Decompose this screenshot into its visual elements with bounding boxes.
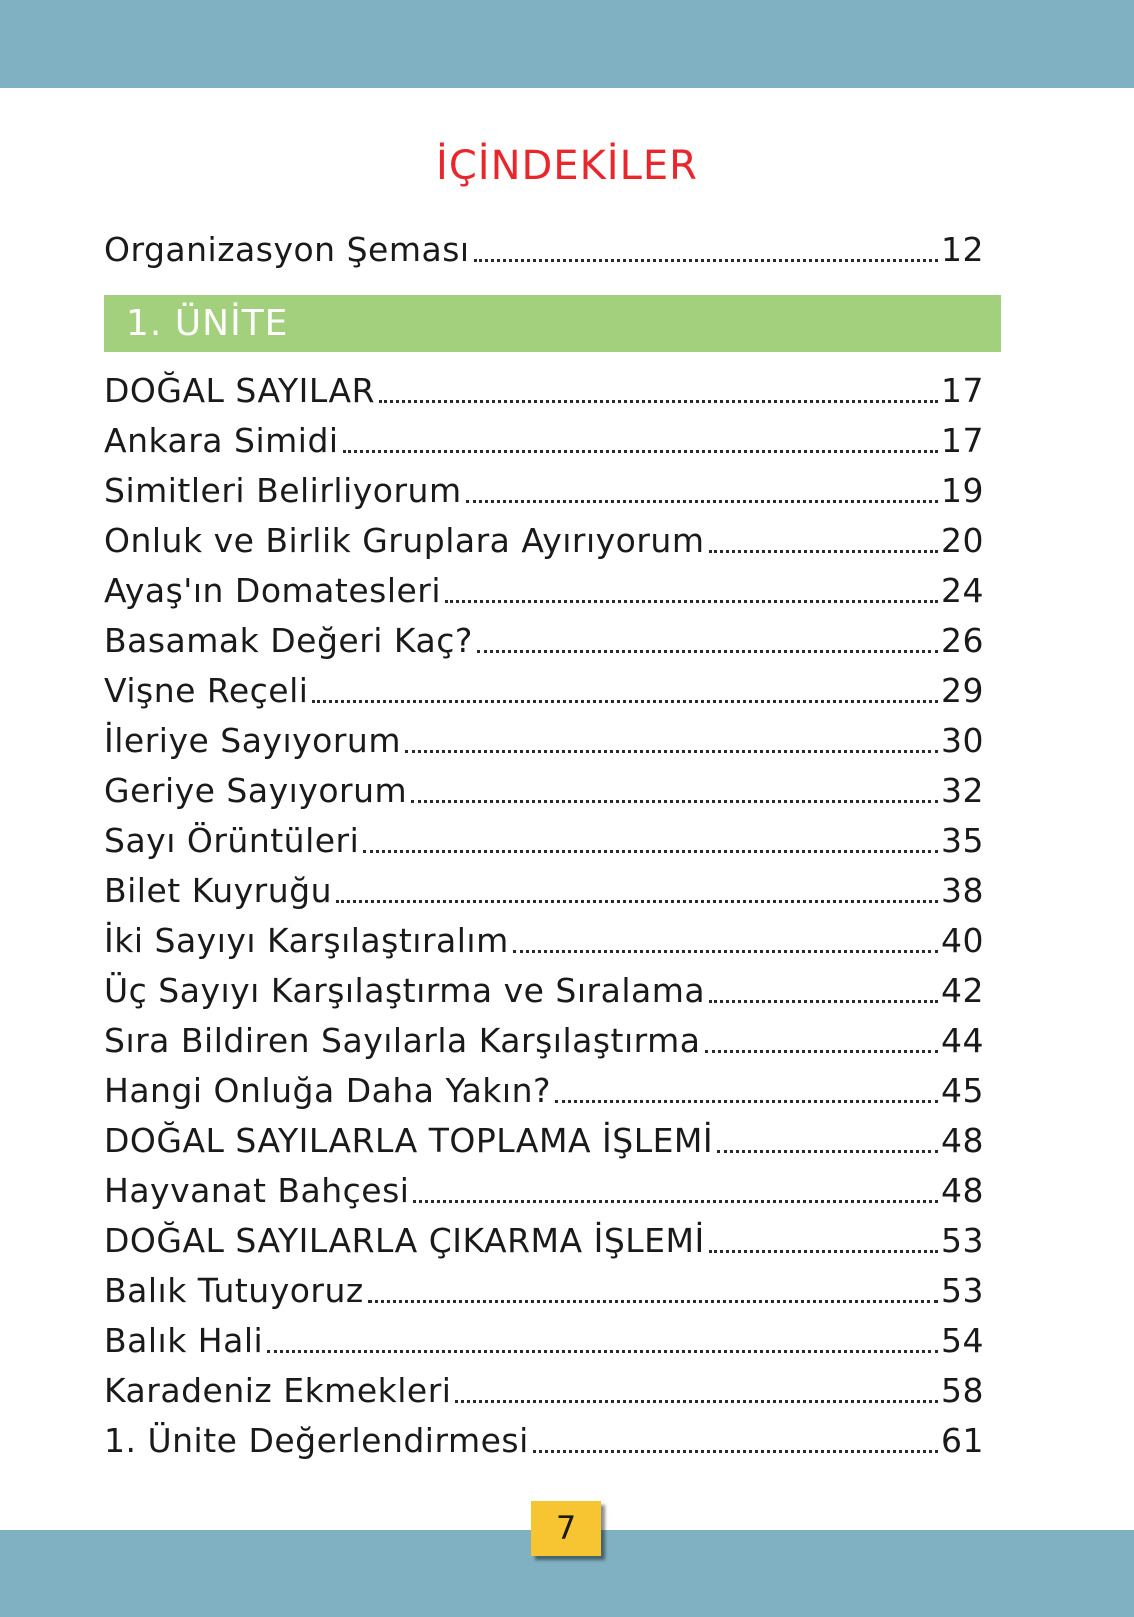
dot-leader <box>445 600 938 603</box>
toc-entry-label: Balık Tutuyoruz <box>104 1271 364 1310</box>
dot-leader <box>717 1150 938 1153</box>
toc-entry-label: 1. Ünite Değerlendirmesi <box>104 1421 529 1460</box>
toc-entry-label: Üç Sayıyı Karşılaştırma ve Sıralama <box>104 971 706 1010</box>
toc-entry-label: Balık Hali <box>104 1321 264 1360</box>
dot-leader <box>466 500 938 503</box>
dot-leader <box>405 750 938 753</box>
dot-leader <box>343 450 938 453</box>
dot-leader <box>709 1000 938 1003</box>
toc-entry-page: 61 <box>941 1421 984 1460</box>
toc-entry[interactable] <box>104 763 984 813</box>
page-number-badge: 7 <box>531 1501 601 1556</box>
dot-leader <box>413 1200 938 1203</box>
toc-entry[interactable] <box>104 413 984 463</box>
toc-entry-page: 58 <box>941 1371 984 1410</box>
dot-leader <box>368 1300 938 1303</box>
toc-entry[interactable] <box>104 1163 984 1213</box>
toc-entry-page: 12 <box>941 230 984 269</box>
toc-entry-label: Onluk ve Birlik Gruplara Ayırıyorum <box>104 521 705 560</box>
toc-entry[interactable] <box>104 1213 984 1263</box>
toc-entry-page: 45 <box>941 1071 984 1110</box>
toc-entry-page: 38 <box>941 871 984 910</box>
toc-entry-label: Sıra Bildiren Sayılarla Karşılaştırma <box>104 1021 701 1060</box>
toc-entry-label: Simitleri Belirliyorum <box>104 471 462 510</box>
toc-entry[interactable] <box>104 713 984 763</box>
toc-entry[interactable] <box>104 463 984 513</box>
toc-entry-label: Basamak Değeri Kaç? <box>104 621 473 660</box>
toc-entry-page: 20 <box>941 521 984 560</box>
toc-entry[interactable] <box>104 363 984 413</box>
toc-entry[interactable] <box>104 513 984 563</box>
toc-entry-page: 40 <box>941 921 984 960</box>
toc-entry[interactable] <box>104 963 984 1013</box>
toc-entry-page: 42 <box>941 971 984 1010</box>
dot-leader <box>709 1250 938 1253</box>
toc-entry-label: Ankara Simidi <box>104 421 339 460</box>
dot-leader <box>709 550 939 553</box>
top-band <box>0 0 1134 88</box>
toc-entry-page: 53 <box>941 1221 984 1260</box>
toc-entry-label: Vişne Reçeli <box>104 671 309 710</box>
toc-entry-label: Sayı Örüntüleri <box>104 821 360 860</box>
toc-entry-page: 32 <box>941 771 984 810</box>
dot-leader <box>411 800 938 803</box>
toc-entry[interactable] <box>104 1013 984 1063</box>
dot-leader <box>513 950 938 953</box>
dot-leader <box>363 850 938 853</box>
toc-entry-page: 26 <box>941 621 984 660</box>
toc-entry-label: Geriye Sayıyorum <box>104 771 408 810</box>
dot-leader <box>312 700 938 703</box>
unit-header <box>104 295 1001 352</box>
dot-leader <box>555 1100 938 1103</box>
toc-entry-page: 48 <box>941 1171 984 1210</box>
dot-leader <box>336 900 938 903</box>
toc-entry[interactable] <box>104 663 984 713</box>
toc-entry-intro[interactable] <box>104 222 984 272</box>
page-title: İÇİNDEKİLER <box>436 143 698 189</box>
toc-entry-page: 53 <box>941 1271 984 1310</box>
toc-entry-label: Organizasyon Şeması <box>104 230 470 269</box>
toc-entry[interactable] <box>104 1063 984 1113</box>
toc-entry[interactable] <box>104 1113 984 1163</box>
toc-entry[interactable] <box>104 863 984 913</box>
toc-entry-page: 54 <box>941 1321 984 1360</box>
toc-entry-page: 48 <box>941 1121 984 1160</box>
dot-leader <box>705 1050 939 1053</box>
dot-leader <box>267 1350 938 1353</box>
toc-entry-label: İki Sayıyı Karşılaştıralım <box>104 921 509 960</box>
toc-entry-label: DOĞAL SAYILARLA ÇIKARMA İŞLEMİ <box>104 1221 705 1260</box>
toc-entry-page: 17 <box>941 371 984 410</box>
toc-entry-page: 24 <box>941 571 984 610</box>
toc-entry-page: 29 <box>941 671 984 710</box>
unit-label: 1. ÜNİTE <box>126 303 289 344</box>
toc-entry[interactable] <box>104 1413 984 1463</box>
dot-leader <box>477 650 938 653</box>
toc-entry-label: DOĞAL SAYILAR <box>104 371 376 410</box>
toc-entry[interactable] <box>104 813 984 863</box>
toc-entry-label: İleriye Sayıyorum <box>104 721 401 760</box>
dot-leader <box>474 259 938 262</box>
toc-entry-page: 17 <box>941 421 984 460</box>
toc-entry-label: Bilet Kuyruğu <box>104 871 332 910</box>
toc-entry-label: Karadeniz Ekmekleri <box>104 1371 452 1410</box>
toc-entry[interactable] <box>104 563 984 613</box>
toc-entry-label: DOĞAL SAYILARLA TOPLAMA İŞLEMİ <box>104 1121 714 1160</box>
dot-leader <box>379 400 938 403</box>
toc-entry[interactable] <box>104 613 984 663</box>
toc-entry-label: Ayaş'ın Domatesleri <box>104 571 442 610</box>
toc-entry-page: 35 <box>941 821 984 860</box>
toc-entry[interactable] <box>104 1263 984 1313</box>
toc-entry-label: Hayvanat Bahçesi <box>104 1171 410 1210</box>
toc-entry[interactable] <box>104 913 984 963</box>
toc-entry-page: 44 <box>941 1021 984 1060</box>
dot-leader <box>533 1450 938 1453</box>
toc-entry-label: Hangi Onluğa Daha Yakın? <box>104 1071 551 1110</box>
toc-entry-page: 30 <box>941 721 984 760</box>
toc-entry-page: 19 <box>941 471 984 510</box>
dot-leader <box>455 1400 938 1403</box>
toc-entry[interactable] <box>104 1313 984 1363</box>
toc-entry[interactable] <box>104 1363 984 1413</box>
